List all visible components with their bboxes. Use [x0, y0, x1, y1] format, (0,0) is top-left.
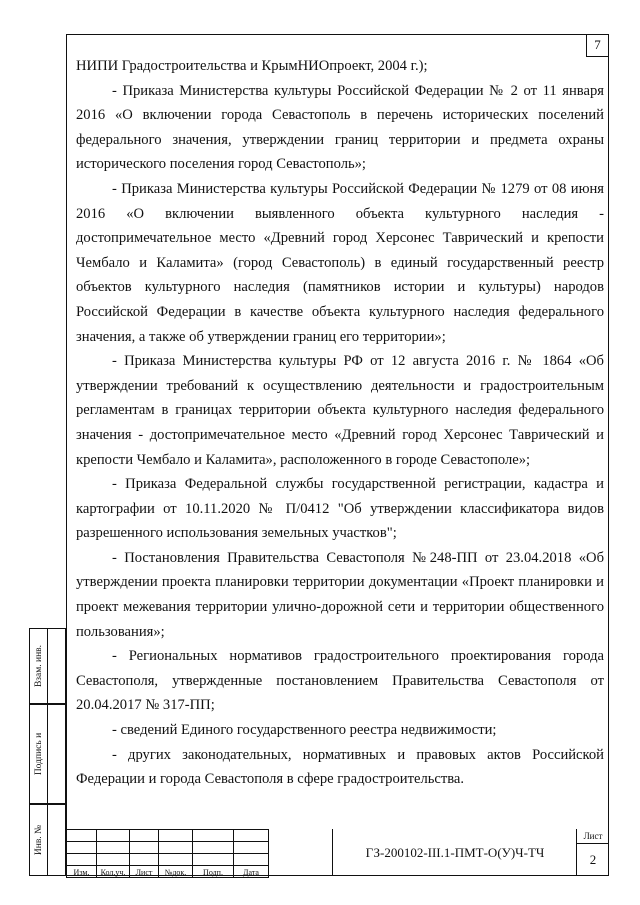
paragraph: - других законодательных, нормативных и правовых актов Российской Федерации и города Севастополя в сфере градостроительства.: [76, 746, 604, 788]
side-box-podpis: [29, 704, 66, 804]
sheet-label: Лист: [577, 829, 609, 844]
stamp-col-list: Лист: [130, 866, 159, 878]
sheet-value: 2: [589, 852, 597, 867]
document-code: ГЗ-200102-III.1-ПМТ-О(У)Ч-ТЧ: [332, 829, 577, 876]
side-label-inv: Инв. №: [34, 824, 44, 856]
paragraph: - Приказа Министерства культуры Российской Федерации № 1279 от 08 июня 2016 «О включении выявленного объекта культурного наследия - достопримечательное место «Древний город Херсонес Таврический и крепости Чембало и Каламита» (город Севастополь) в единый государственный реестр объектов культурного наследия (памятников истории и культуры) народов Российской Федерации в качестве объекта культурного наследия федерального значения, а также об утверждении границ его территории»;: [76, 180, 604, 345]
side-label-podpis: Подпись и: [34, 732, 44, 776]
stamp-col-data: Дата: [234, 866, 269, 878]
stamp-col-kolvo: Кол.уч.: [97, 866, 130, 878]
paragraph: - сведений Единого государственного реестра недвижимости;: [112, 722, 497, 739]
stamp-col-ndok: №док.: [159, 866, 193, 878]
paragraph: - Приказа Министерства культуры РФ от 12 августа 2016 г. № 1864 «Об утверждении требований к осуществлению деятельности и градостроительным регламентам в границах территории объекта культурного наследия федерального значения - достопримечательное место «Древний город Херсонес Таврический и крепости Чембало и Каламита», расположенного в городе Севастополе»;: [76, 353, 604, 468]
side-box-vzam: [29, 628, 66, 704]
side-box-inv: [29, 804, 66, 876]
document-body: [76, 54, 604, 792]
paragraph: - Региональных нормативов градостроительного проектирования города Севастополя, утвержденные постановлением Правительства Севастополя от 20.04.2017 № 317-ПП;: [76, 648, 604, 714]
stamp-col-izm: Изм.: [67, 866, 97, 878]
stamp-grid: [66, 829, 269, 878]
paragraph: НИПИ Градостроительства и КрымНИОпроект, 2004 г.);: [76, 58, 428, 74]
stamp-col-podp: Подп.: [193, 866, 234, 878]
paragraph: - Приказа Федеральной службы государственной регистрации, кадастра и картографии от 10.11.2020 № П/0412 "Об утверждении классификатора видов разрешенного использования земельных участков";: [76, 476, 604, 542]
paragraph: - Постановления Правительства Севастополя №248-ПП от 23.04.2018 «Об утверждении проекта планировки территории документации «Проект планировки и проект межевания территории улично-дорожной сети и территории общественного пользования»;: [76, 549, 604, 640]
side-label-vzam: Взам. инв.: [34, 644, 44, 688]
title-block: [66, 829, 609, 876]
sheet-box: [576, 829, 609, 876]
paragraph: - Приказа Министерства культуры Российской Федерации № 2 от 11 января 2016 «О включении города Севастополь в перечень исторических поселений федерального значения, утверждении границ территории и предмета охраны исторического поселения город Севастополь»;: [76, 82, 604, 173]
page-number: 7: [586, 35, 608, 57]
